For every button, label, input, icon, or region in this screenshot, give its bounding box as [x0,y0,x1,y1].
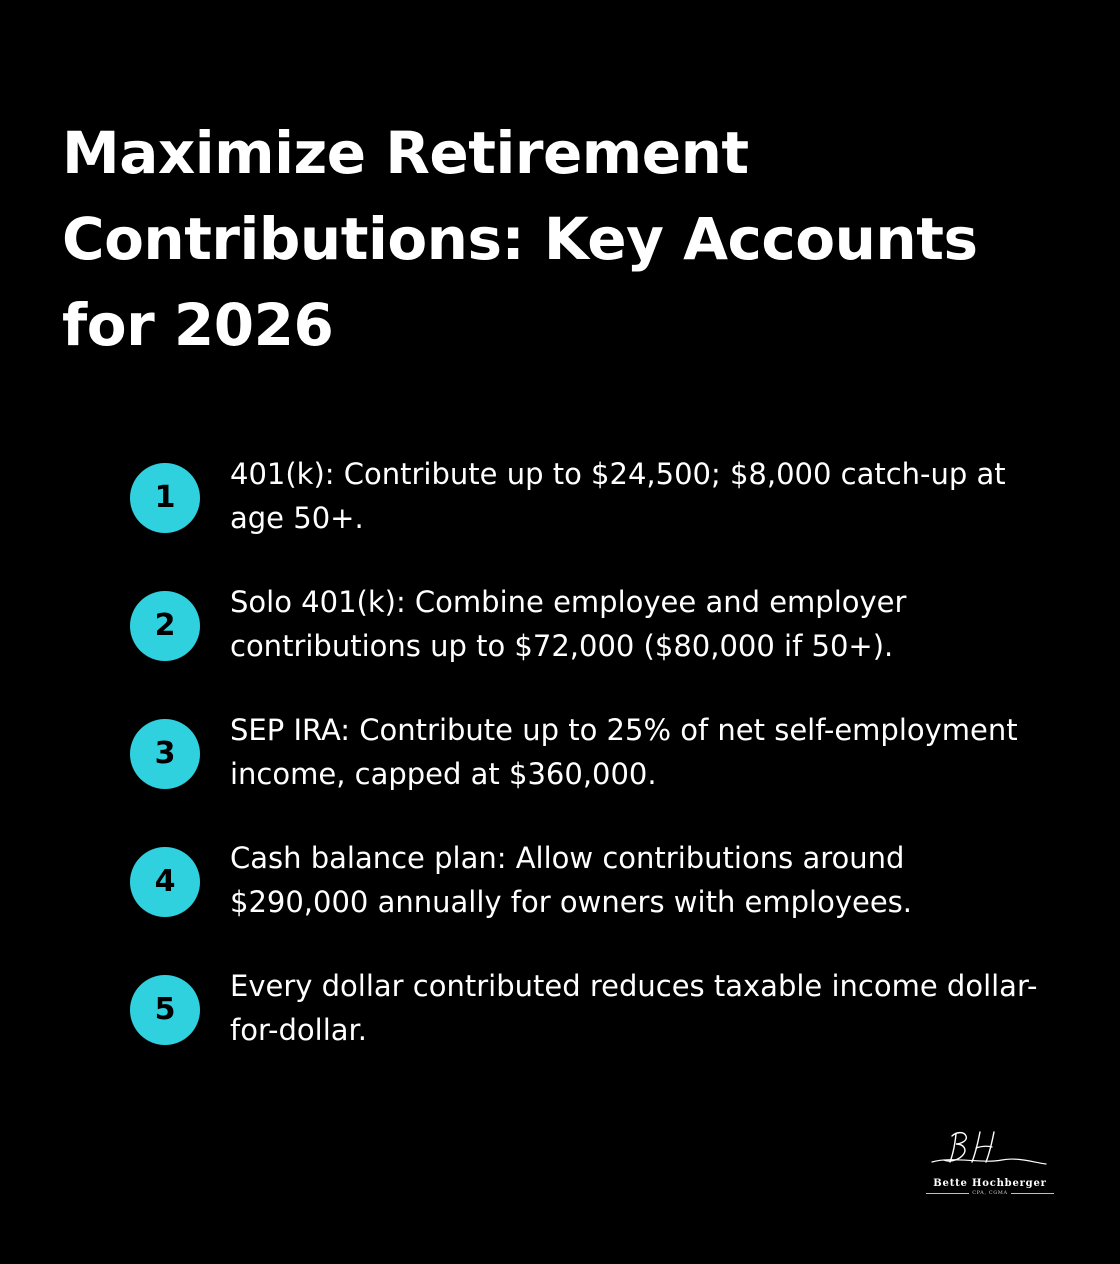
signature-monogram-icon [922,1126,1058,1178]
list-item [130,708,1060,836]
list-item [130,580,1060,708]
step-text: Cash balance plan: Allow contributions around $290,000 annually for owners with employees. [230,841,913,919]
brand-credentials [922,1190,1058,1196]
step-number-badge: 2 [130,591,200,661]
brand-logo [922,1126,1058,1200]
step-number-badge: 4 [130,847,200,917]
step-text: Solo 401(k): Combine employee and employer contributions up to $72,000 ($80,000 if 50+). [230,585,907,663]
brand-credentials-text: CPA, CGMA [969,1190,1010,1196]
list-item [130,836,1060,964]
step-text: SEP IRA: Contribute up to 25% of net self-employment income, capped at $360,000. [230,713,1018,791]
step-number-badge: 5 [130,975,200,1045]
brand-name: Bette Hochberger [933,1178,1047,1189]
step-number-badge: 1 [130,463,200,533]
list-item [130,452,1060,580]
step-number-badge: 3 [130,719,200,789]
step-text: Every dollar contributed reduces taxable income dollar-for-dollar. [230,969,1038,1047]
step-text: 401(k): Contribute up to $24,500; $8,000 catch-up at age 50+. [230,457,1006,535]
steps-list [130,452,1060,1092]
page-title: Maximize Retirement Contributions: Key Accounts for 2026 [62,119,978,359]
list-item [130,964,1060,1092]
